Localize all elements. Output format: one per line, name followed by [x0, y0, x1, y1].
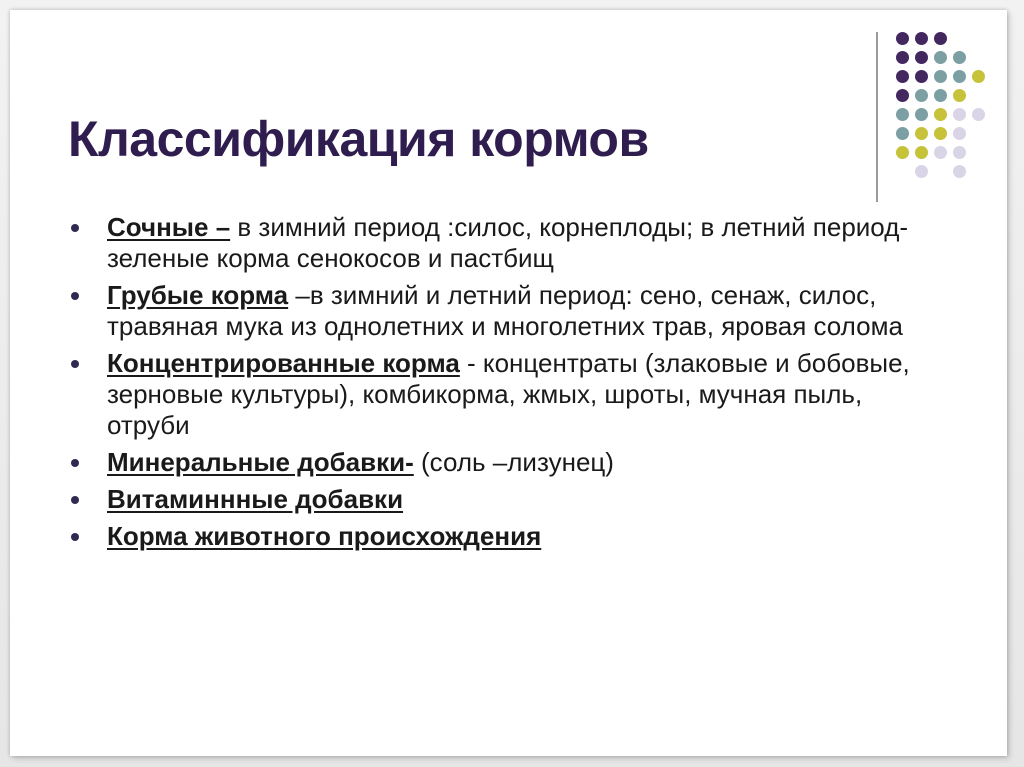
decorative-dot [953, 146, 966, 159]
bullet-term: Минеральные добавки- [107, 447, 414, 477]
decorative-dot [934, 146, 947, 159]
decorative-dot [934, 70, 947, 83]
decorative-dot [934, 108, 947, 121]
decorative-dot [915, 70, 928, 83]
bullet-item [70, 212, 950, 274]
bullet-term: Корма животного происхождения [107, 521, 542, 551]
decorative-dot-grid [896, 32, 996, 192]
bullet-text: (соль –лизунец) [413, 447, 614, 477]
decorative-dot [953, 51, 966, 64]
bullet-item [70, 447, 950, 478]
bullet-text: - концентраты (злаковые и бобовые, зерновые культуры), комбикорма, жмых, шроты, мучная пыль, отруби [107, 348, 910, 440]
decorative-dot [896, 70, 909, 83]
bullet-list [70, 212, 950, 558]
decorative-dot [972, 108, 985, 121]
bullet-item [70, 484, 950, 515]
bullet-icon [71, 533, 79, 541]
slide [10, 10, 1007, 756]
decorative-dot [953, 70, 966, 83]
bullet-term: Витаминнные добавки [107, 484, 404, 514]
decorative-dot [953, 165, 966, 178]
decorative-dot [915, 32, 928, 45]
bullet-text: в зимний период :силос, корнеплоды; в летний период- зеленые корма сенокосов и пастбищ [107, 212, 909, 273]
decorative-dot [896, 146, 909, 159]
title-divider-line [876, 32, 878, 202]
bullet-item [70, 348, 950, 441]
decorative-dot [934, 89, 947, 102]
bullet-icon [71, 496, 79, 504]
bullet-item [70, 280, 950, 342]
bullet-icon [71, 292, 79, 300]
decorative-dot [953, 89, 966, 102]
decorative-dot [915, 108, 928, 121]
bullet-term: Грубые корма [107, 280, 289, 310]
decorative-dot [896, 32, 909, 45]
decorative-dot [953, 108, 966, 121]
decorative-dot [915, 89, 928, 102]
decorative-dot [915, 165, 928, 178]
decorative-dot [915, 146, 928, 159]
bullet-icon [71, 224, 79, 232]
decorative-dot [972, 70, 985, 83]
decorative-dot [915, 127, 928, 140]
bullet-text: –в зимний и летний период: сено, сенаж, силос, травяная мука из однолетних и многолетних трав, яровая солома [107, 280, 903, 341]
bullet-icon [71, 459, 79, 467]
decorative-dot [915, 51, 928, 64]
decorative-dot [896, 127, 909, 140]
decorative-dot [934, 32, 947, 45]
decorative-dot [934, 51, 947, 64]
bullet-term: Концентрированные корма [107, 348, 460, 378]
bullet-term: Сочные – [107, 212, 231, 242]
decorative-dot [896, 51, 909, 64]
decorative-dot [896, 108, 909, 121]
decorative-dot [896, 89, 909, 102]
decorative-dot [934, 127, 947, 140]
bullet-icon [71, 360, 79, 368]
bullet-item [70, 521, 950, 552]
decorative-dot [953, 127, 966, 140]
slide-title: Классификация кормов [68, 111, 649, 167]
